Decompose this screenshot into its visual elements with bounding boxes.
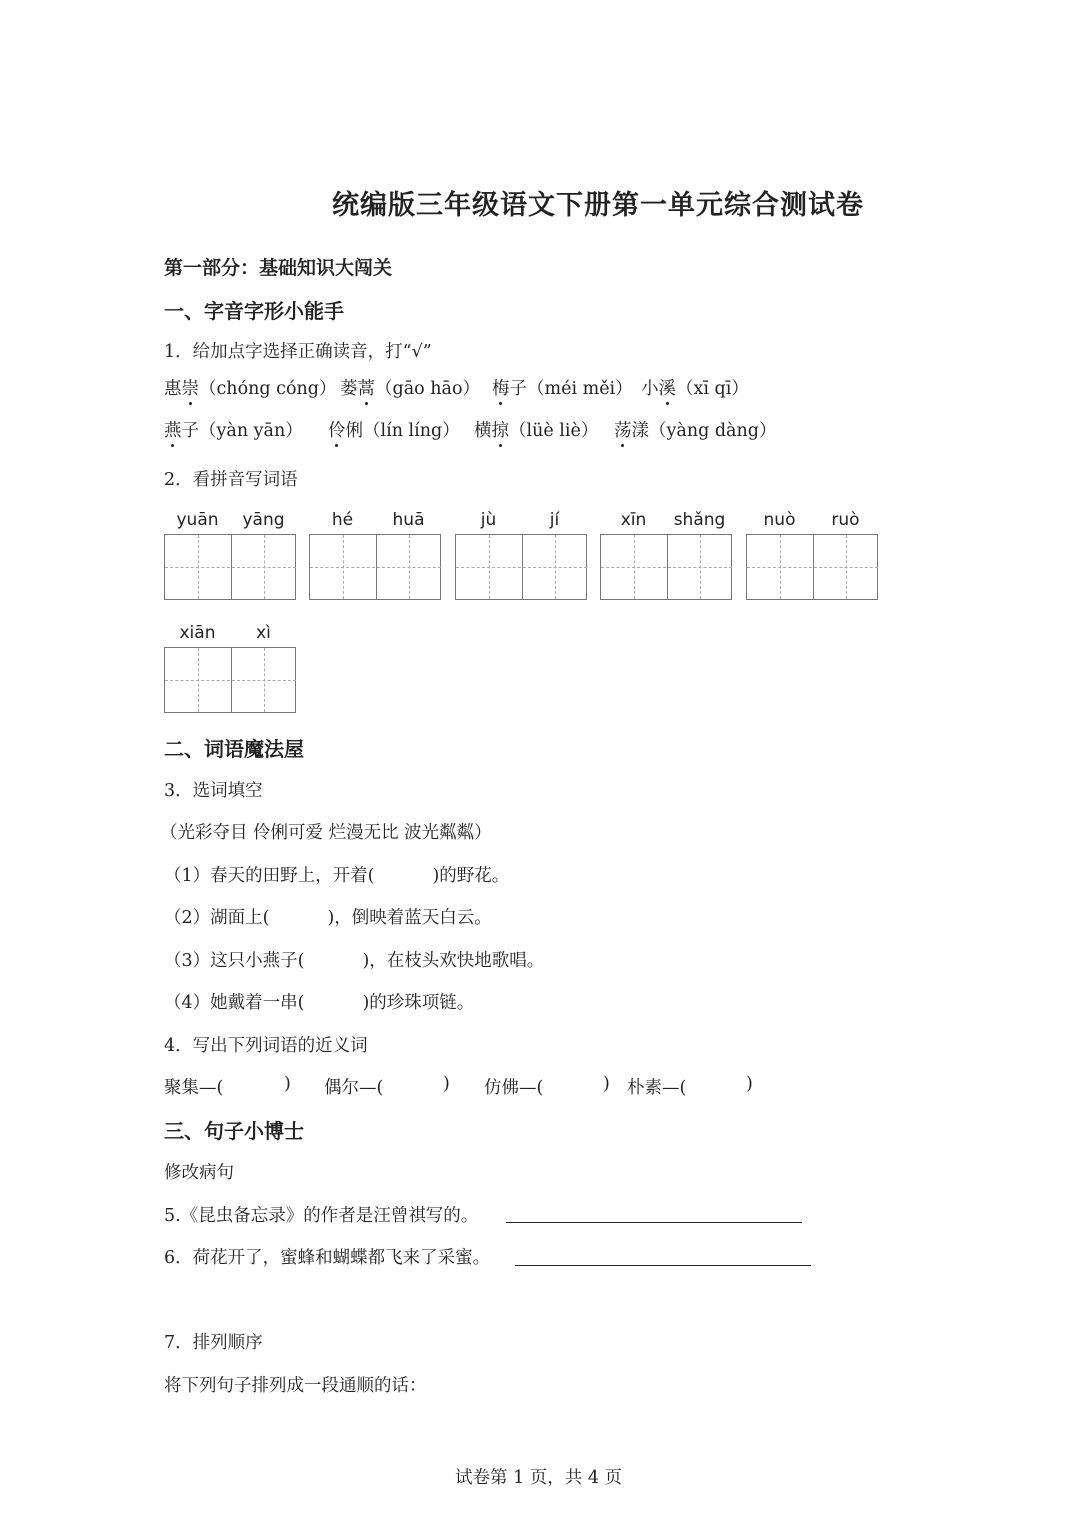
pinyin-word-box	[746, 510, 880, 602]
q3-prompt: 3．选词填空	[164, 781, 263, 801]
writing-grid[interactable]	[309, 534, 441, 600]
part-heading: 第一部分：基础知识大闯关	[164, 257, 393, 279]
q1-item: 梅子（méi měi）	[492, 375, 633, 400]
section-2-heading: 二、词语魔法屋	[164, 737, 304, 761]
writing-grid[interactable]	[455, 534, 587, 600]
page-footer: 试卷第 1 页，共 4 页	[455, 1468, 623, 1488]
q4-item-close: )	[746, 1074, 753, 1094]
pinyin-word-box	[164, 510, 298, 602]
q4-item-open: 仿佛—(	[484, 1078, 544, 1098]
q3-item: （4）她戴着一串( )的珍珠项链。	[164, 993, 475, 1013]
pinyin-label: nuò	[763, 510, 796, 530]
q1-item: 小溪（xī qī）	[641, 375, 749, 400]
pinyin-label: xiān	[179, 623, 216, 643]
q1-item: 荡漾（yàng dàng）	[614, 417, 776, 442]
q3-item: （2）湖面上( )，倒映着蓝天白云。	[164, 908, 492, 928]
pinyin-label: yuān	[176, 510, 219, 530]
q4-item-open: 朴素—(	[627, 1078, 687, 1098]
pinyin-word-box	[600, 510, 734, 602]
pinyin-label: shǎng	[673, 510, 726, 530]
pinyin-label: yāng	[242, 510, 285, 530]
writing-grid[interactable]	[164, 534, 296, 600]
q1-item: 伶俐（lín líng）	[328, 417, 460, 442]
pinyin-label: huā	[392, 510, 425, 530]
q1-item: 燕子（yàn yān）	[164, 417, 303, 442]
q4-item-open: 聚集—(	[164, 1078, 224, 1098]
q7-prompt: 7．排列顺序	[164, 1333, 263, 1353]
writing-grid[interactable]	[746, 534, 878, 600]
writing-grid[interactable]	[600, 534, 732, 600]
pinyin-word-box	[309, 510, 443, 602]
q4-item-close: )	[603, 1074, 610, 1094]
q2-prompt: 2．看拼音写词语	[164, 470, 298, 490]
q3-options: （光彩夺目 伶俐可爱 烂漫无比 波光粼粼）	[160, 823, 492, 843]
q6-sentence: 6．荷花开了，蜜蜂和蝴蝶都飞来了采蜜。	[164, 1248, 491, 1268]
q1-item: 惠崇（chóng cóng）	[164, 375, 336, 400]
pinyin-label: xīn	[620, 510, 647, 530]
pinyin-label: jí	[549, 510, 560, 530]
pinyin-label: hé	[331, 510, 354, 530]
fix-sentence-label: 修改病句	[164, 1163, 234, 1183]
pinyin-word-box	[164, 623, 298, 715]
q3-item: （3）这只小燕子( )，在枝头欢快地歌唱。	[164, 951, 545, 971]
pinyin-label: xì	[256, 623, 271, 643]
q4-item-close: )	[443, 1074, 450, 1094]
pinyin-word-box	[455, 510, 589, 602]
q5-sentence: 5.《昆虫备忘录》的作者是汪曾祺写的。	[164, 1206, 479, 1226]
q1-prompt: 1．给加点字选择正确读音，打“√”	[164, 342, 432, 362]
q6-answer-line[interactable]	[515, 1265, 811, 1266]
q5-answer-line[interactable]	[506, 1222, 802, 1223]
page-title: 统编版三年级语文下册第一单元综合测试卷	[332, 190, 864, 221]
section-3-heading: 三、句子小博士	[164, 1119, 304, 1143]
q4-item-close: )	[284, 1074, 291, 1094]
q4-item-open: 偶尔—(	[324, 1078, 384, 1098]
q1-item: 横掠（lüè liè）	[474, 417, 598, 442]
q4-prompt: 4．写出下列词语的近义词	[164, 1036, 368, 1056]
q3-item: （1）春天的田野上，开着( )的野花。	[164, 866, 510, 886]
q1-item: 蒌蒿（gāo hāo）	[340, 375, 480, 400]
q7-instruction: 将下列句子排列成一段通顺的话：	[164, 1376, 427, 1396]
writing-grid[interactable]	[164, 647, 296, 713]
pinyin-label: jù	[480, 510, 497, 530]
section-1-heading: 一、字音字形小能手	[164, 299, 344, 323]
pinyin-label: ruò	[831, 510, 860, 530]
